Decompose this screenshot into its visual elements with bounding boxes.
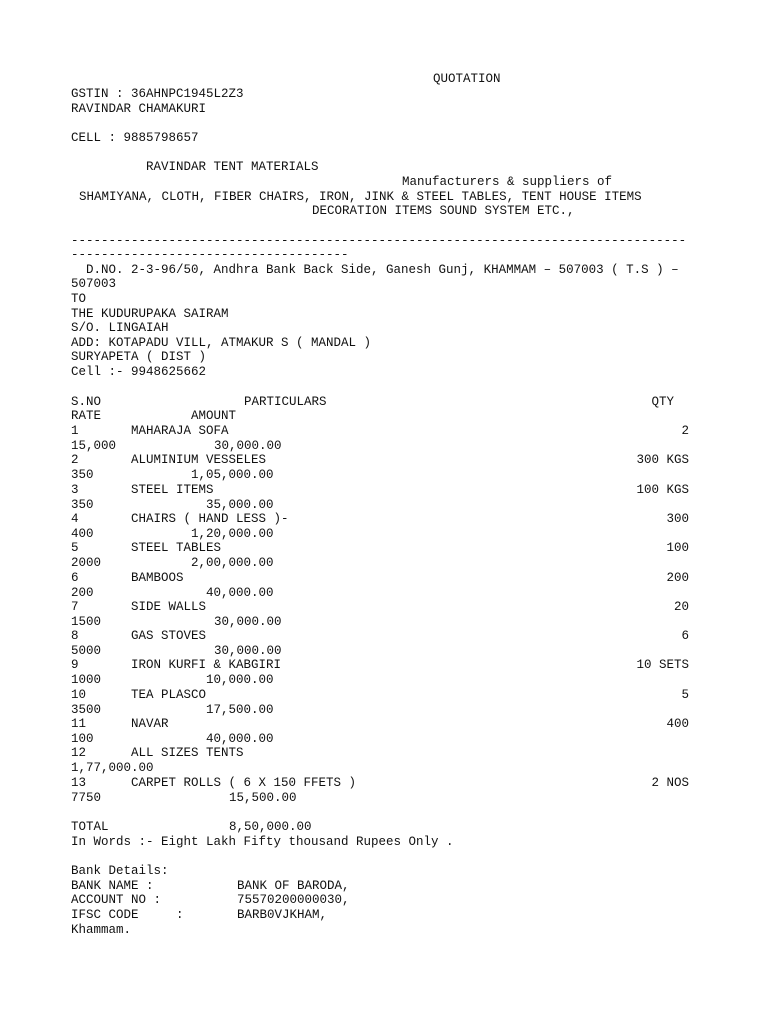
- header-amount: AMOUNT: [191, 409, 237, 423]
- row-amount: 10,000.00: [206, 673, 274, 687]
- row-particulars: STEEL ITEMS: [131, 483, 214, 497]
- row-rate: 3500: [71, 703, 102, 717]
- row-sno: 3: [71, 483, 79, 497]
- row-rate: 100: [71, 732, 94, 746]
- row-qty: 2 NOS: [651, 776, 689, 790]
- row-particulars: CARPET ROLLS ( 6 X 150 FFETS ): [131, 776, 357, 790]
- row-particulars: ALL SIZES TENTS: [131, 746, 244, 760]
- bank-heading: Bank Details:: [71, 864, 169, 878]
- products-line-1: SHAMIYANA, CLOTH, FIBER CHAIRS, IRON, JINK & STEEL TABLES, TENT HOUSE ITEMS: [79, 190, 642, 204]
- row-amount: 30,000.00: [214, 615, 282, 629]
- bank-name-value: BANK OF BARODA,: [237, 879, 350, 893]
- row-sno: 7: [71, 600, 79, 614]
- row-qty: 300: [666, 512, 689, 526]
- header-rate: RATE: [71, 409, 102, 423]
- total-label: TOTAL: [71, 820, 109, 834]
- row-amount: 1,20,000.00: [191, 527, 274, 541]
- row-particulars: STEEL TABLES: [131, 541, 222, 555]
- ifsc-label: IFSC CODE :: [71, 908, 184, 922]
- ifsc-value: BARB0VJKHAM,: [237, 908, 328, 922]
- row-qty: 100 KGS: [636, 483, 689, 497]
- row-qty: 10 SETS: [636, 658, 689, 672]
- total-value: 8,50,000.00: [229, 820, 312, 834]
- row-amount: 15,500.00: [229, 791, 297, 805]
- separator-line: ----------------------------------------------------------------------------------: [71, 234, 687, 248]
- row-sno: 10: [71, 688, 87, 702]
- account-number-value: 75570200000030,: [237, 893, 350, 907]
- header-qty: QTY: [651, 395, 674, 409]
- header-sno: S.NO: [71, 395, 102, 409]
- recipient-to: TO: [71, 292, 87, 306]
- recipient-district: SURYAPETA ( DIST ): [71, 350, 207, 364]
- row-particulars: BAMBOOS: [131, 571, 184, 585]
- recipient-name: THE KUDURUPAKA SAIRAM: [71, 307, 229, 321]
- row-particulars: ALUMINIUM VESSELES: [131, 453, 267, 467]
- row-rate: 350: [71, 468, 94, 482]
- row-sno: 2: [71, 453, 79, 467]
- recipient-cell: Cell :- 9948625662: [71, 365, 207, 379]
- separator-line-continued: -------------------------------------: [71, 248, 349, 262]
- row-sno: 11: [71, 717, 87, 731]
- row-amount: 17,500.00: [206, 703, 274, 717]
- row-amount: 1,05,000.00: [191, 468, 274, 482]
- row-qty: 20: [673, 600, 689, 614]
- business-name: RAVINDAR TENT MATERIALS: [146, 160, 319, 174]
- row-rate: 1500: [71, 615, 102, 629]
- row-sno: 13: [71, 776, 87, 790]
- row-amount: 30,000.00: [214, 644, 282, 658]
- bank-name-label: BANK NAME :: [71, 879, 154, 893]
- row-rate: 2000: [71, 556, 102, 570]
- row-qty: 100: [666, 541, 689, 555]
- row-qty: 400: [666, 717, 689, 731]
- row-sno: 9: [71, 658, 79, 672]
- address-line-1: D.NO. 2-3-96/50, Andhra Bank Back Side, Ganesh Gunj, KHAMMAM – 507003 ( T.S ) –: [86, 263, 679, 277]
- row-amount: 40,000.00: [206, 732, 274, 746]
- row-rate: 15,000: [71, 439, 117, 453]
- row-rate: 1000: [71, 673, 102, 687]
- owner-name: RAVINDAR CHAMAKURI: [71, 102, 207, 116]
- row-particulars: GAS STOVES: [131, 629, 207, 643]
- row-particulars: SIDE WALLS: [131, 600, 207, 614]
- row-amount: 2,00,000.00: [191, 556, 274, 570]
- row-particulars: IRON KURFI & KABGIRI: [131, 658, 282, 672]
- tagline: Manufacturers & suppliers of: [402, 175, 613, 189]
- row-sno: 6: [71, 571, 79, 585]
- row-qty: 2: [681, 424, 689, 438]
- row-qty: 5: [681, 688, 689, 702]
- recipient-relation: S/O. LINGAIAH: [71, 321, 169, 335]
- row-rate: 350: [71, 498, 94, 512]
- header-particulars: PARTICULARS: [244, 395, 327, 409]
- row-particulars: NAVAR: [131, 717, 169, 731]
- recipient-address: ADD: KOTAPADU VILL, ATMAKUR S ( MANDAL ): [71, 336, 372, 350]
- row-rate: 400: [71, 527, 94, 541]
- account-number-label: ACCOUNT NO :: [71, 893, 162, 907]
- document-title: QUOTATION: [433, 72, 501, 86]
- row-sno: 4: [71, 512, 79, 526]
- row-amount: 40,000.00: [206, 586, 274, 600]
- row-qty: 6: [681, 629, 689, 643]
- products-line-2: DECORATION ITEMS SOUND SYSTEM ETC.,: [312, 204, 575, 218]
- row-particulars: TEA PLASCO: [131, 688, 207, 702]
- row-sno: 8: [71, 629, 79, 643]
- row-rate: 1,77,000.00: [71, 761, 154, 775]
- owner-cell: CELL : 9885798657: [71, 131, 199, 145]
- row-qty: 300 KGS: [636, 453, 689, 467]
- row-amount: 35,000.00: [206, 498, 274, 512]
- row-sno: 12: [71, 746, 87, 760]
- row-amount: 30,000.00: [214, 439, 282, 453]
- row-particulars: CHAIRS ( HAND LESS )-: [131, 512, 289, 526]
- row-rate: 200: [71, 586, 94, 600]
- row-particulars: MAHARAJA SOFA: [131, 424, 229, 438]
- row-sno: 1: [71, 424, 79, 438]
- total-in-words: In Words :- Eight Lakh Fifty thousand Rupees Only .: [71, 835, 454, 849]
- address-line-2: 507003: [71, 277, 117, 291]
- gstin: GSTIN : 36AHNPC1945L2Z3: [71, 87, 244, 101]
- row-rate: 5000: [71, 644, 102, 658]
- row-qty: 200: [666, 571, 689, 585]
- row-rate: 7750: [71, 791, 102, 805]
- bank-city: Khammam.: [71, 923, 132, 937]
- row-sno: 5: [71, 541, 79, 555]
